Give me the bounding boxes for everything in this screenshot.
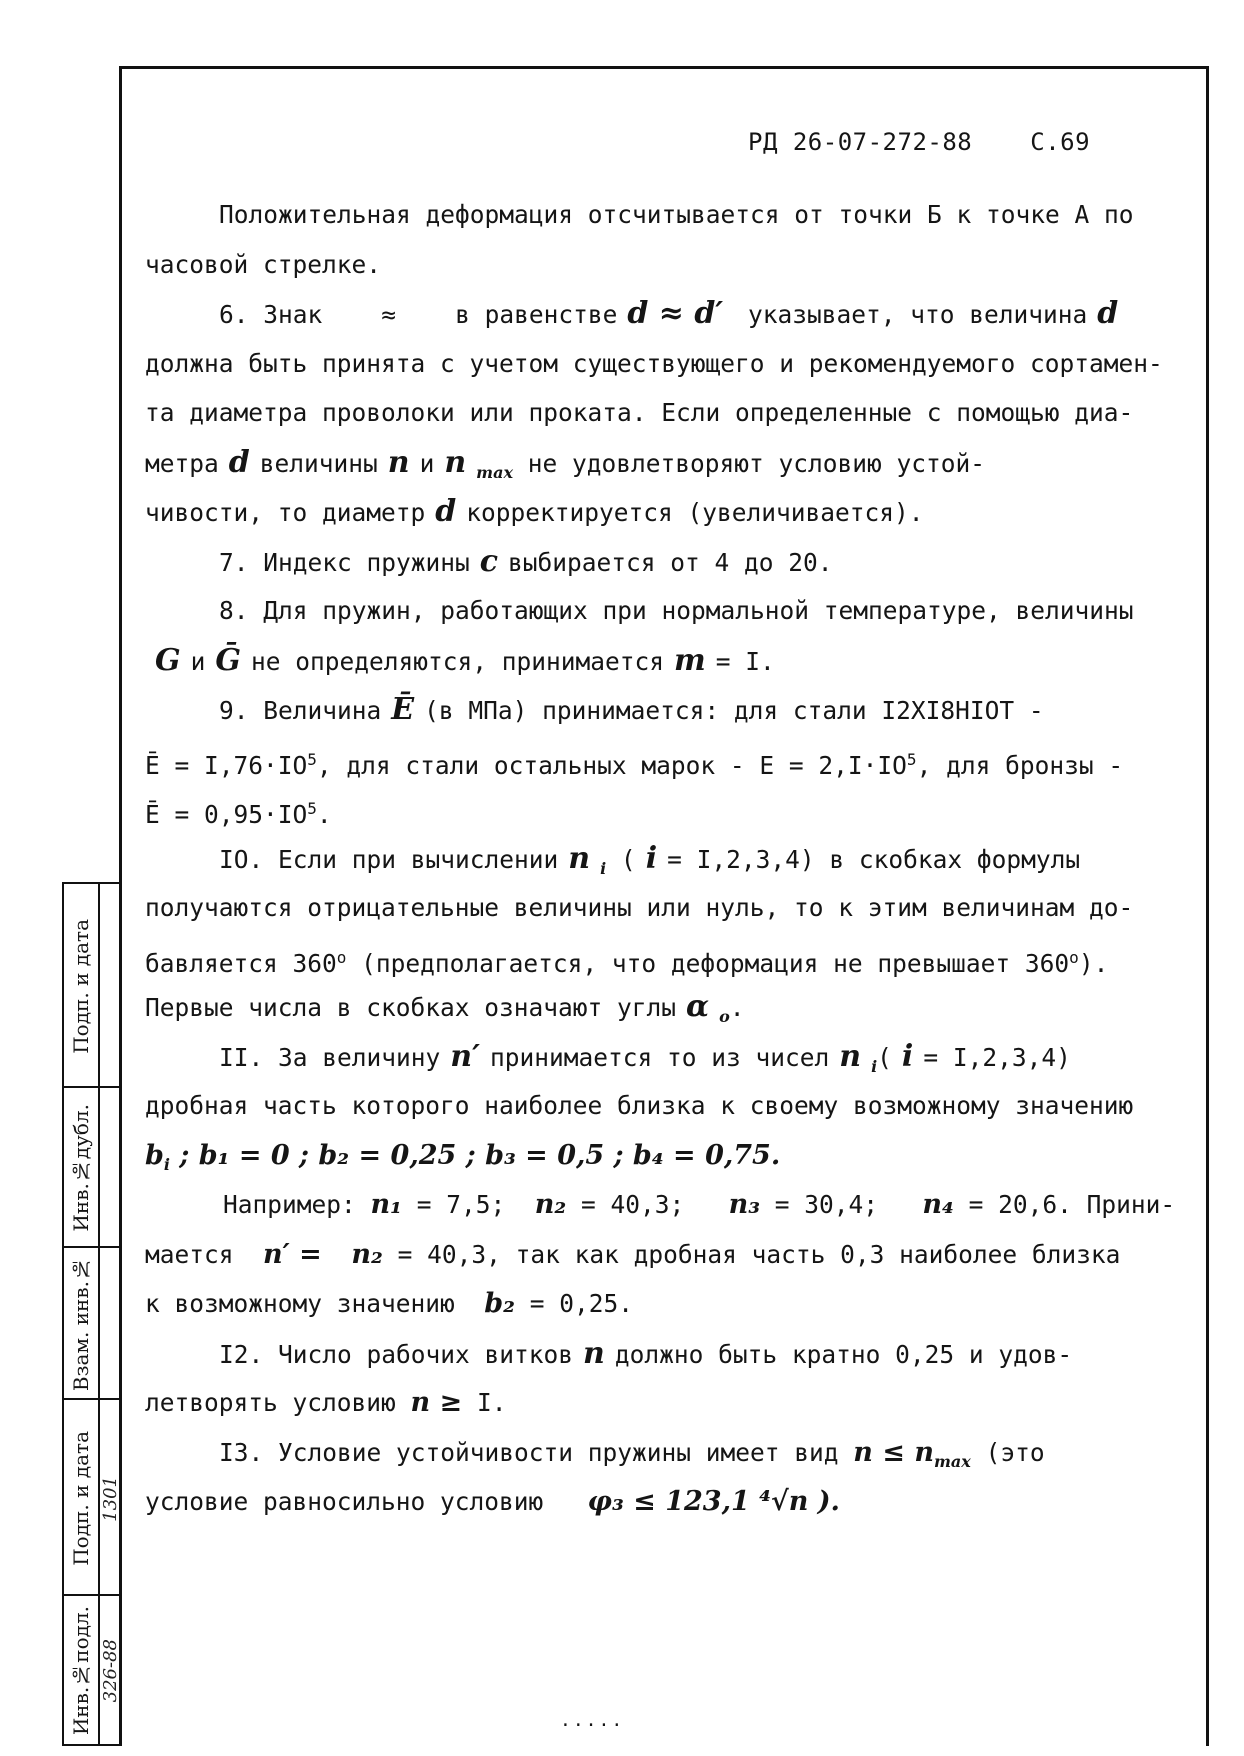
text-line: 8. Для пружин, работающих при нормальной температуре, величины bbox=[219, 596, 1134, 625]
document-code: РД 26-07-272-88 bbox=[748, 128, 973, 156]
text-line: должна быть принята с учетом существующего и рекомендуемого сортамен- bbox=[145, 348, 1163, 378]
text-line: бавляется 360$^o$ (предполагается, что деформация не превышает 360$^o$). bbox=[145, 947, 1109, 978]
text-line: Ē = $0,95\cdot IO^5$. bbox=[145, 799, 332, 830]
stamp-label: Взам. инв.№ bbox=[69, 1256, 93, 1392]
text-line: G и Ḡ не определяются, принимается m = I. bbox=[155, 642, 775, 678]
text-line: метра d величины n и n $_{max}$ не удовлетворяют условию устой- bbox=[145, 444, 986, 482]
text-line: Положительная деформация отсчитывается от точки Б к точке А по bbox=[219, 200, 1134, 229]
text-line: Первые числа в скобках означают углы α $_o$. bbox=[145, 989, 745, 1026]
text-line: IO. Если при вычислении n $_i$ ( i = I,2,3,4) в скобках формулы bbox=[219, 840, 1081, 878]
stamp-label: Инв.№дубл. bbox=[69, 1104, 93, 1232]
text-line: 7. Индекс пружины c выбирается от 4 до 20. bbox=[219, 543, 833, 579]
footer-dots: ..... bbox=[560, 1710, 625, 1731]
text-line: та диаметра проволоки или проката. Если определенные с помощью диа- bbox=[145, 398, 1134, 427]
text-line: 6. Знак ≈ в равенстве d ≈ d′ указывает, что величина d bbox=[219, 296, 1119, 331]
text-line: мается n′ = n₂ = 40,3, так как дробная часть 0,3 наиболее близка bbox=[145, 1238, 1121, 1270]
text-line: к возможному значению b₂ = 0,25. bbox=[145, 1288, 634, 1319]
text-line: чивости, то диаметр d корректируется (увеличивается). bbox=[145, 494, 924, 529]
text-line: Ē = $I,76\cdot IO^5$, для стали остальных марок - $E = 2,I\cdot IO^5$, для бронзы - bbox=[145, 749, 1124, 780]
text-line: дробная часть которого наиболее близка к своему возможному значению bbox=[145, 1091, 1134, 1120]
stamp-label: Подп. и дата bbox=[69, 1430, 93, 1566]
signature: 326-88 bbox=[99, 1639, 121, 1703]
text-line: $b_i$ ; b₁ = 0 ; b₂ = 0,25 ; b₃ = 0,5 ; b₄ = 0,75. bbox=[145, 1139, 781, 1174]
document-header bbox=[748, 128, 1090, 156]
document-body bbox=[145, 190, 1213, 1527]
text-line: получаются отрицательные величины или нуль, то к этим величинам до- bbox=[145, 893, 1134, 922]
text-line: часовой стрелке. bbox=[145, 249, 382, 279]
stamp-label: Подп. и дата bbox=[69, 918, 93, 1054]
text-line: условие равносильно условию φ₃ ≤ 123,1 ⁴√n ). bbox=[145, 1486, 840, 1517]
page-number: С.69 bbox=[1030, 128, 1091, 156]
text-line: летворять условию n ≥ I. bbox=[145, 1387, 507, 1418]
text-line: 9. Величина Ē (в МПа) принимается: для стали I2XI8HIOT - bbox=[219, 692, 1044, 727]
approval-stamp-column bbox=[62, 882, 122, 1746]
text-line: II. За величину n′ принимается то из чисел n $_i$( i = I,2,3,4) bbox=[219, 1038, 1071, 1076]
signature: 1301 bbox=[99, 1476, 121, 1522]
text-line: Например: n₁ = 7,5; n₂ = 40,3; n₃ = 30,4; n₄ = 20,6. Прини- bbox=[223, 1189, 1176, 1220]
stamp-label: Инв.№подл. bbox=[69, 1606, 93, 1736]
text-line: I3. Условие устойчивости пружины имеет вид $n \le n_{max}$ (это bbox=[219, 1436, 1045, 1471]
text-line: I2. Число рабочих витков n должно быть кратно 0,25 и удов- bbox=[219, 1335, 1073, 1371]
